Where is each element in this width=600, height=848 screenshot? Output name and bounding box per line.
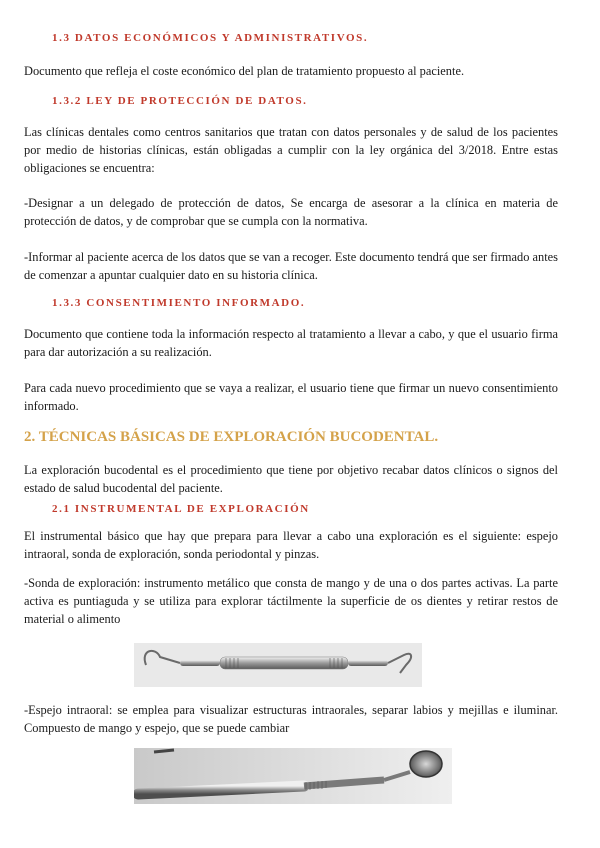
espejo-description: -Espejo intraoral: se emplea para visualizar estructuras intraorales, separar labios y mejillas e iluminar. Compuesto de mango y espejo, que se puede cambiar xyxy=(24,703,558,735)
list-item-delegado: -Designar a un delegado de protección de datos, Se encarga de asesorar a la clínica en materia de protección de datos, y de comprobar que se cumpla con la normativa. xyxy=(24,196,558,228)
section-body-1-3-3-b: Para cada nuevo procedimiento que se vaya a realizar, el usuario tiene que firmar un nuevo consentimiento informado. xyxy=(24,381,558,413)
section-heading-1-3-3: 1.3.3 CONSENTIMIENTO INFORMADO. xyxy=(52,297,306,309)
section-heading-1-3-2: 1.3.2 LEY DE PROTECCIÓN DE DATOS. xyxy=(52,95,308,107)
section-body-1-3-3-a: Documento que contiene toda la información respecto al tratamiento a llevar a cabo, y que el usuario firma para dar autorización a su realización. xyxy=(24,327,558,359)
section-body-1-3-2: Las clínicas dentales como centros sanitarios que tratan con datos personales y de salud de los pacientes por medio de historias clínicas, están obligadas a cumplir con la ley orgánica del 3/2018. Entre estas obligaciones se encuentra: xyxy=(24,125,558,175)
sonda-description: -Sonda de exploración: instrumento metálico que consta de mango y de una o dos partes activas. La parte activa es puntiaguda y se utiliza para explorar táctilmente la superficie de os dientes y retirar restos de material o alimento xyxy=(24,576,558,626)
sonda-exploracion-image xyxy=(134,643,422,687)
section-heading-1-3: 1.3 DATOS ECONÓMICOS Y ADMINISTRATIVOS. xyxy=(52,32,369,44)
section-body-2-1: El instrumental básico que hay que prepara para llevar a cabo una exploración es el siguiente: espejo intraoral, sonda de exploración, sonda periodontal y pinzas. xyxy=(24,529,558,561)
list-item-informar: -Informar al paciente acerca de los datos que se van a recoger. Este documento tendrá que ser firmado antes de comenzar a apuntar cualquier dato en su historia clínica. xyxy=(24,250,558,282)
section-body-2: La exploración bucodental es el procedimiento que tiene por objetivo recabar datos clínicos o signos del estado de salud bucodental del paciente. xyxy=(24,463,558,495)
espejo-intraoral-image xyxy=(134,748,452,804)
section-heading-2-1: 2.1 INSTRUMENTAL DE EXPLORACIÓN xyxy=(52,503,310,515)
section-heading-2: 2. TÉCNICAS BÁSICAS DE EXPLORACIÓN BUCODENTAL. xyxy=(24,429,439,445)
section-body-1-3: Documento que refleja el coste económico del plan de tratamiento propuesto al paciente. xyxy=(24,64,465,78)
